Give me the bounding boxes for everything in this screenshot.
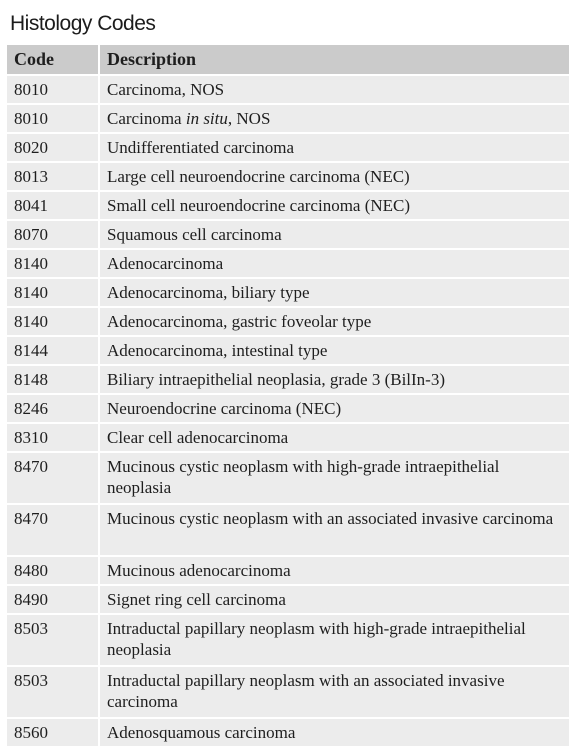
table-row xyxy=(7,336,569,365)
table-row xyxy=(7,394,569,423)
code-cell: 8041 xyxy=(7,191,99,220)
description-cell: Small cell neuroendocrine carcinoma (NEC) xyxy=(99,191,569,220)
description-cell: Clear cell adenocarcinoma xyxy=(99,423,569,452)
description-cell: Intraductal papillary neoplasm with high-grade intraepithelial neoplasia xyxy=(99,614,569,666)
description-cell: Large cell neuroendocrine carcinoma (NEC) xyxy=(99,162,569,191)
description-cell: Signet ring cell carcinoma xyxy=(99,585,569,614)
table-row xyxy=(7,278,569,307)
description-cell: Neuroendocrine carcinoma (NEC) xyxy=(99,394,569,423)
table-row xyxy=(7,452,569,504)
description-cell: Mucinous cystic neoplasm with high-grade intraepithelial neoplasia xyxy=(99,452,569,504)
description-cell: Carcinoma, NOS xyxy=(99,75,569,104)
code-cell: 8070 xyxy=(7,220,99,249)
description-cell: Undifferentiated carcinoma xyxy=(99,133,569,162)
table-header-row xyxy=(7,45,569,75)
description-cell: Mucinous cystic neoplasm with an associated invasive carcinoma xyxy=(99,504,569,556)
code-cell: 8010 xyxy=(7,104,99,133)
code-cell: 8246 xyxy=(7,394,99,423)
table-row xyxy=(7,307,569,336)
code-cell: 8470 xyxy=(7,504,99,556)
table-row xyxy=(7,718,569,746)
page-title: Histology Codes xyxy=(10,12,156,35)
description-cell: Intraductal papillary neoplasm with an associated invasive carcinoma xyxy=(99,666,569,718)
histology-codes-table xyxy=(7,45,569,746)
description-text: Carcinoma xyxy=(107,109,186,128)
table-row xyxy=(7,666,569,718)
code-cell: 8013 xyxy=(7,162,99,191)
code-cell: 8020 xyxy=(7,133,99,162)
code-cell: 8480 xyxy=(7,556,99,585)
table-row xyxy=(7,249,569,278)
description-cell xyxy=(99,104,569,133)
column-header-code: Code xyxy=(7,45,99,75)
description-text: , NOS xyxy=(227,109,271,128)
description-cell: Biliary intraepithelial neoplasia, grade 3 (BilIn-3) xyxy=(99,365,569,394)
code-cell: 8503 xyxy=(7,666,99,718)
table-row xyxy=(7,504,569,556)
description-cell: Mucinous adenocarcinoma xyxy=(99,556,569,585)
table-row xyxy=(7,133,569,162)
description-cell: Adenocarcinoma, biliary type xyxy=(99,278,569,307)
description-cell: Adenocarcinoma xyxy=(99,249,569,278)
table-row xyxy=(7,162,569,191)
description-italic-text: in situ xyxy=(185,109,228,128)
code-cell: 8490 xyxy=(7,585,99,614)
table-row xyxy=(7,191,569,220)
code-cell: 8503 xyxy=(7,614,99,666)
description-cell: Adenocarcinoma, gastric foveolar type xyxy=(99,307,569,336)
table-row xyxy=(7,104,569,133)
table-row xyxy=(7,556,569,585)
code-cell: 8140 xyxy=(7,307,99,336)
code-cell: 8148 xyxy=(7,365,99,394)
table-row xyxy=(7,614,569,666)
code-cell: 8310 xyxy=(7,423,99,452)
code-cell: 8470 xyxy=(7,452,99,504)
column-header-description: Description xyxy=(99,45,569,75)
code-cell: 8144 xyxy=(7,336,99,365)
code-cell: 8140 xyxy=(7,249,99,278)
description-cell: Adenocarcinoma, intestinal type xyxy=(99,336,569,365)
description-cell: Adenosquamous carcinoma xyxy=(99,718,569,746)
table-row xyxy=(7,585,569,614)
code-cell: 8010 xyxy=(7,75,99,104)
table-row xyxy=(7,423,569,452)
table-row xyxy=(7,220,569,249)
table-row xyxy=(7,365,569,394)
code-cell: 8140 xyxy=(7,278,99,307)
table-row xyxy=(7,75,569,104)
code-cell: 8560 xyxy=(7,718,99,746)
description-cell: Squamous cell carcinoma xyxy=(99,220,569,249)
